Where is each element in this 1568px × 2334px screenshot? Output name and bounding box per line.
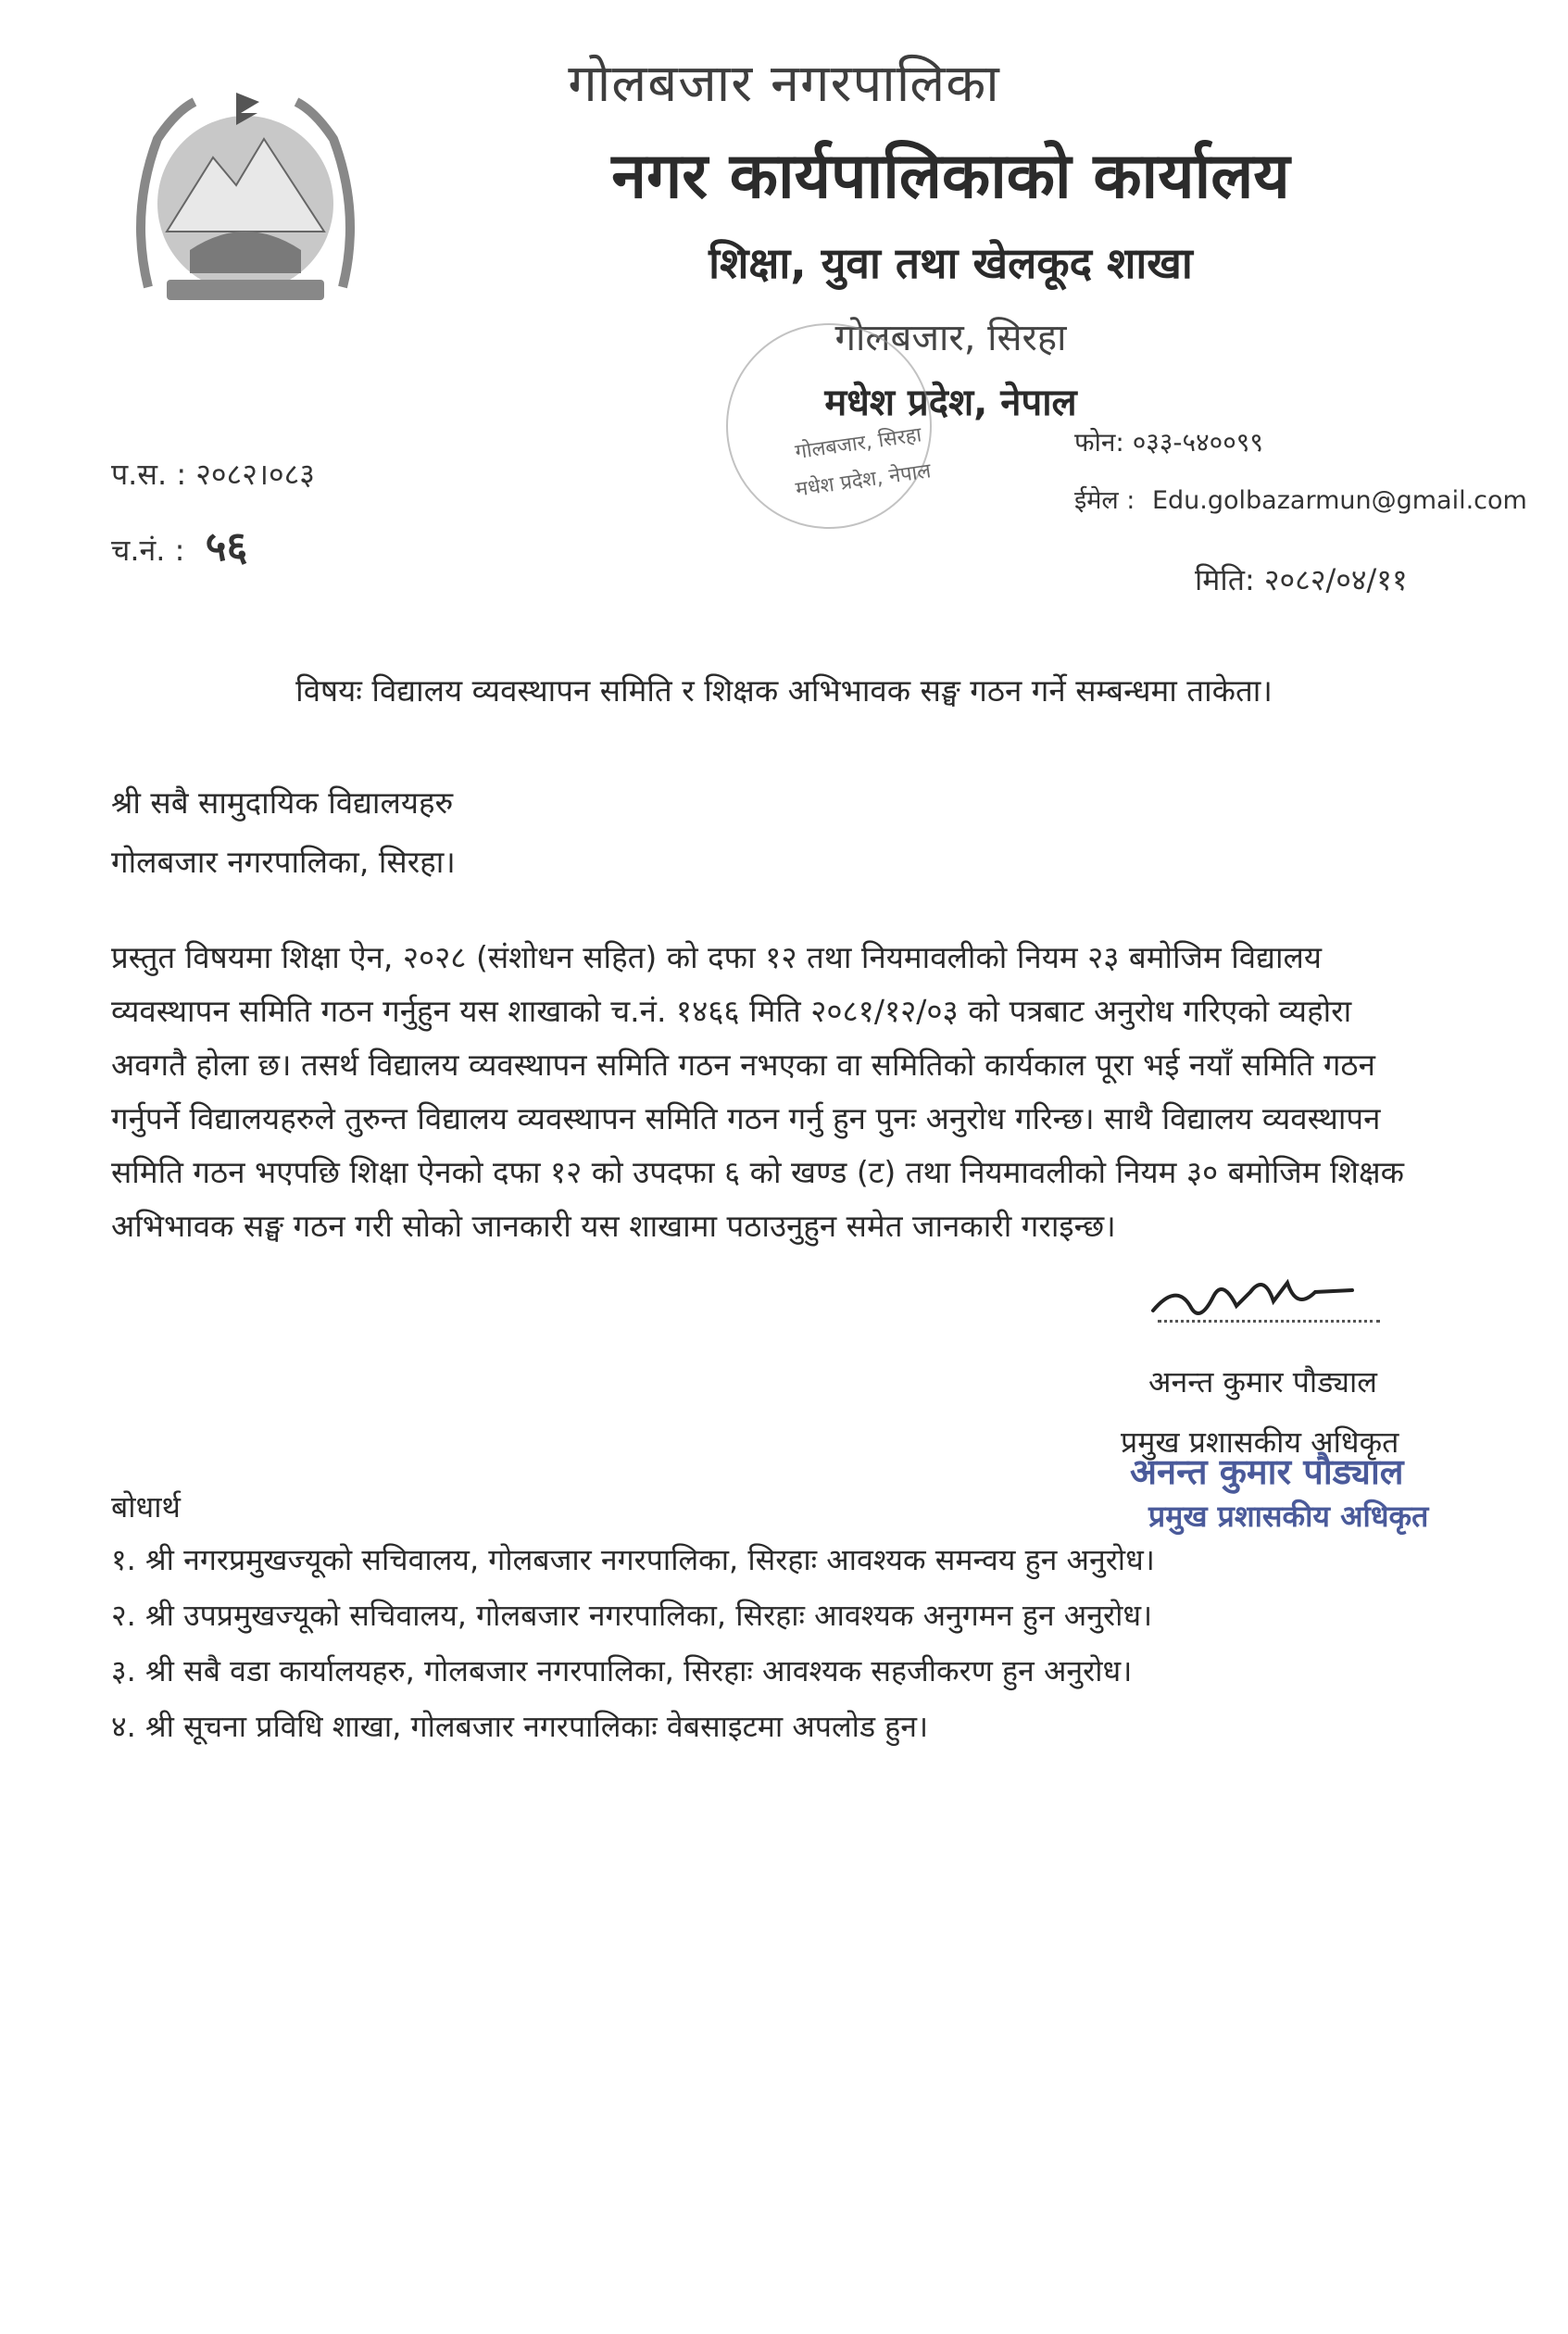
ps-value: २०८२।०८३ [195, 457, 315, 492]
body-line: अभिभावक सङ्घ गठन गरी सोको जानकारी यस शाखामा पठाउनुहुन समेत जानकारी गराइन्छ। [111, 1208, 1116, 1244]
email [1074, 482, 1527, 516]
body-line: व्यवस्थापन समिति गठन गर्नुहुन यस शाखाको च.नं. १४६६ मिति २०८१/१२/०३ को पत्रबाट अनुरोध गरिएको व्यहोरा [111, 993, 1352, 1029]
cc-item: ४. श्री सूचना प्रविधि शाखा, गोलबजार नगरपालिकाः वेबसाइटमा अपलोड हुन। [111, 1709, 929, 1744]
body-line: गर्नुपर्ने विद्यालयहरुले तुरुन्त विद्यालय व्यवस्थापन समिति गठन गर्नु हुन पुनः अनुरोध गरिन्छ। साथै विद्यालय व्यवस्थापन [111, 1100, 1381, 1136]
date-label: मिति: [1195, 562, 1255, 597]
body-line: अवगतै होला छ। तसर्थ विद्यालय व्यवस्थापन समिति गठन नभएका वा समितिको कार्यकाल पूरा भई नयाँ समिति गठन [111, 1047, 1375, 1083]
office-name: नगर कार्यपालिकाको कार्यालय [611, 140, 1290, 213]
recipient-line-2: गोलबजार नगरपालिका, सिरहा। [111, 844, 456, 880]
body-line: समिति गठन भएपछि शिक्षा ऐनको दफा १२ को उपदफा ६ को खण्ड (ट) तथा नियमावलीको नियम ३० बमोजिम शिक्षक [111, 1154, 1404, 1190]
address-line-2: मधेश प्रदेश, नेपाल [824, 382, 1077, 424]
subject-line: विषयः विद्यालय व्यवस्थापन समिति र शिक्षक अभिभावक सङ्घ गठन गर्ने सम्बन्धमा ताकेता। [295, 672, 1273, 709]
cc-heading: बोधार्थ [111, 1489, 181, 1525]
branch-name: शिक्षा, युवा तथा खेलकूद शाखा [709, 238, 1193, 288]
signature-line [1158, 1320, 1380, 1323]
chalani-number [111, 517, 247, 572]
office-stamp [713, 306, 945, 546]
stamp-line-1: गोलबजार, सिरहा [793, 423, 923, 465]
ps-label: प.स. : [111, 457, 187, 492]
date-value: २०८२/०४/११ [1263, 562, 1408, 597]
cc-item: १. श्री नगरप्रमुखज्यूको सचिवालय, गोलबजार नगरपालिका, सिरहाः आवश्यक समन्वय हुन अनुरोध। [111, 1542, 1155, 1577]
stamp-line-2: मधेश प्रदेश, नेपाल [794, 459, 933, 502]
municipality-name: गोलबजार नगरपालिका [568, 54, 1000, 114]
letter-body [111, 931, 1445, 1253]
phone-label: फोन: [1074, 427, 1124, 458]
ps-number [111, 454, 315, 494]
recipient-line-1: श्री सबै सामुदायिक विद्यालयहरु [111, 784, 454, 821]
cc-item: २. श्री उपप्रमुखज्यूको सचिवालय, गोलबजार नगरपालिका, सिरहाः आवश्यक अनुगमन हुन अनुरोध। [111, 1598, 1153, 1633]
signatory-designation: प्रमुख प्रशासकीय अधिकृत [1121, 1424, 1399, 1460]
handwritten-signature [1148, 1264, 1361, 1338]
seal-designation: प्रमुख प्रशासकीय अधिकृत [1148, 1499, 1429, 1534]
chn-value: ५६ [205, 523, 248, 571]
body-line: प्रस्तुत विषयमा शिक्षा ऐन, २०२८ (संशोधन सहित) को दफा १२ तथा नियमावलीको नियम २३ बमोजिम विद्यालय [111, 939, 1323, 975]
date [1195, 559, 1408, 599]
signatory-name: अनन्त कुमार पौड्याल [1148, 1364, 1377, 1399]
email-label: ईमेल : [1074, 486, 1135, 515]
phone-value: ०३३-५४००९९ [1132, 427, 1263, 458]
email-value: Edu.golbazarmun@gmail.com [1151, 486, 1527, 515]
address-line-1: गोलबजार, सिरहा [834, 317, 1067, 359]
phone [1074, 424, 1263, 459]
cc-item: ३. श्री सबै वडा कार्यालयहरु, गोलबजार नगरपालिका, सिरहाः आवश्यक सहजीकरण हुन अनुरोध। [111, 1653, 1133, 1688]
chn-label: च.नं. : [111, 533, 185, 568]
seal-name: अनन्त कुमार पौड्याल [1130, 1451, 1404, 1492]
